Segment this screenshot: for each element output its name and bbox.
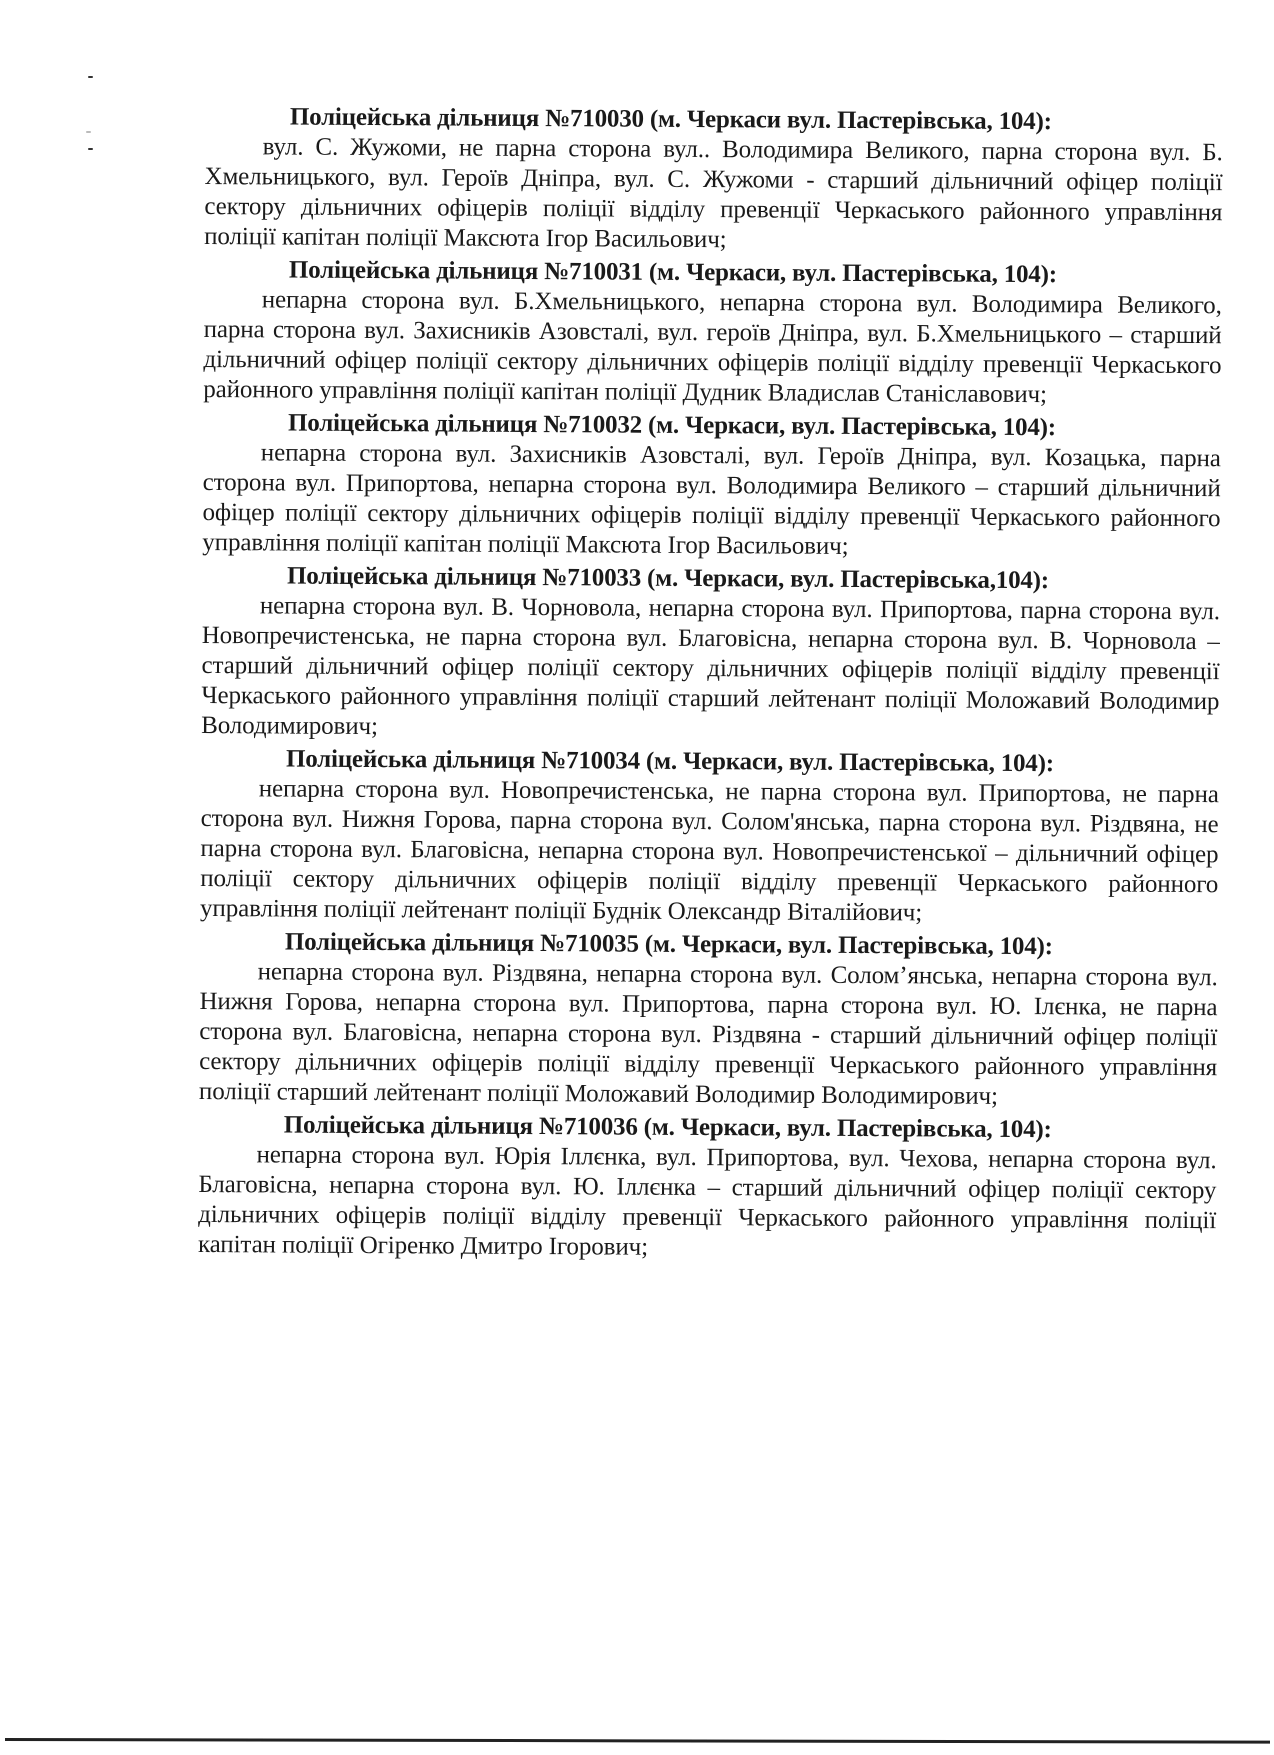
district-description: вул. С. Жужоми, не парна сторона вул.. Володимира Великого, парна сторона вул. Б. Хмельницького, вул. Героїв Дніпра, вул. С. Жужоми - старший дільничний офіцер поліції сектору дільничних офіцерів поліції відділу превенції Черкаського районного управління поліції капітан поліції Максюта Ігор Васильович; bbox=[204, 133, 1223, 254]
margin-mark bbox=[86, 131, 91, 133]
district-description: непарна сторона вул. Б.Хмельницького, непарна сторона вул. Володимира Великого, парна сторона вул. Захисників Азовсталі, вул. героїв Дніпра, вул. Б.Хмельницького – старший дільничний офіцер поліції сектору дільничних офіцерів поліції відділу превенції Черкаського районного управління поліції капітан поліції Дудник Владислав Станіславович; bbox=[203, 286, 1222, 409]
district-description: непарна сторона вул. Новопречистенська, не парна сторона вул. Припортова, не парна сторона вул. Нижня Горова, парна сторона вул. Солом'янська, парна сторона вул. Різдвяна, не парна сторона вул. Благовісна, непарна сторона вул. Новопречистенської – дільничний офіцер поліції сектору дільничних офіцерів поліції відділу превенції Черкаського районного управління поліції лейтенант поліції Буднік Олександр Віталійович; bbox=[199, 775, 1219, 927]
district-heading: Поліцейська дільниця №710036 (м. Черкаси, вул. Пастерівська, 104): bbox=[283, 1111, 1052, 1144]
district-heading: Поліцейська дільниця №710032 (м. Черкаси, вул. Пастерівська, 104): bbox=[287, 409, 1057, 442]
district-description: непарна сторона вул. Різдвяна, непарна сторона вул. Солом’янська, непарна сторона вул. Нижня Горова, непарна сторона вул. Припортова, парна сторона вул. Ю. Ілєнка, не парна сторона вул. Благовісна, непарна сторона вул. Різдвяна - старший дільничний офіцер поліції сектору дільничних офіцерів поліції відділу превенції Черкаського районного управління поліції старший лейтенант поліції Моложавий Володимир Володимирович; bbox=[198, 958, 1218, 1110]
bottom-rule-divider bbox=[5, 1738, 1270, 1744]
district-heading: Поліцейська дільниця №710031 (м. Черкаси, вул. Пастерівська, 104): bbox=[288, 256, 1057, 289]
margin-mark bbox=[88, 76, 93, 78]
police-district-710035 bbox=[199, 927, 1218, 1113]
district-description: непарна сторона вул. Юрія Іллєнка, вул. Припортова, вул. Чехова, непарна сторона вул. Благовісна, непарна сторона вул. Ю. Іллєнка – старший дільничний офіцер поліції сектору дільничних офіцерів поліції відділу превенції Черкаського районного управління поліції капітан поліції Огіренко Дмитро Ігорович; bbox=[197, 1141, 1217, 1261]
district-heading: Поліцейська дільниця №710033 (м. Черкаси, вул. Пастерівська,104): bbox=[287, 562, 1050, 595]
police-district-710032 bbox=[202, 408, 1221, 564]
police-district-710036 bbox=[198, 1110, 1217, 1266]
police-district-710034 bbox=[200, 744, 1219, 930]
district-description: непарна сторона вул. В. Чорновола, непарна сторона вул. Припортова, парна сторона вул. Новопречистенська, не парна сторона вул. Благовісна, непарна сторона вул. В. Чорновола – старший дільничний офіцер поліції сектору дільничних офіцерів поліції відділу превенції Черкаського районного управління поліції старший лейтенант поліції Моложавий Володимир Володимирович; bbox=[201, 592, 1220, 741]
district-description: непарна сторона вул. Захисників Азовсталі, вул. Героїв Дніпра, вул. Козацька, парна сторона вул. Припортова, непарна сторона вул. Володимира Великого – старший дільничний офіцер поліції сектору дільничних офіцерів поліції відділу превенції Черкаського районного управління поліції капітан поліції Максюта Ігор Васильович; bbox=[202, 439, 1221, 560]
document-page bbox=[198, 102, 1223, 1269]
district-heading: Поліцейська дільниця №710030 (м. Черкаси вул. Пастерівська, 104): bbox=[289, 103, 1052, 136]
district-heading: Поліцейська дільниця №710035 (м. Черкаси, вул. Пастерівська, 104): bbox=[284, 928, 1053, 961]
police-district-710033 bbox=[201, 561, 1220, 747]
margin-mark bbox=[88, 148, 93, 150]
police-district-710031 bbox=[203, 255, 1222, 411]
district-heading: Поліцейська дільниця №710034 (м. Черкаси, вул. Пастерівська, 104): bbox=[285, 745, 1054, 778]
police-district-710030 bbox=[204, 102, 1223, 258]
